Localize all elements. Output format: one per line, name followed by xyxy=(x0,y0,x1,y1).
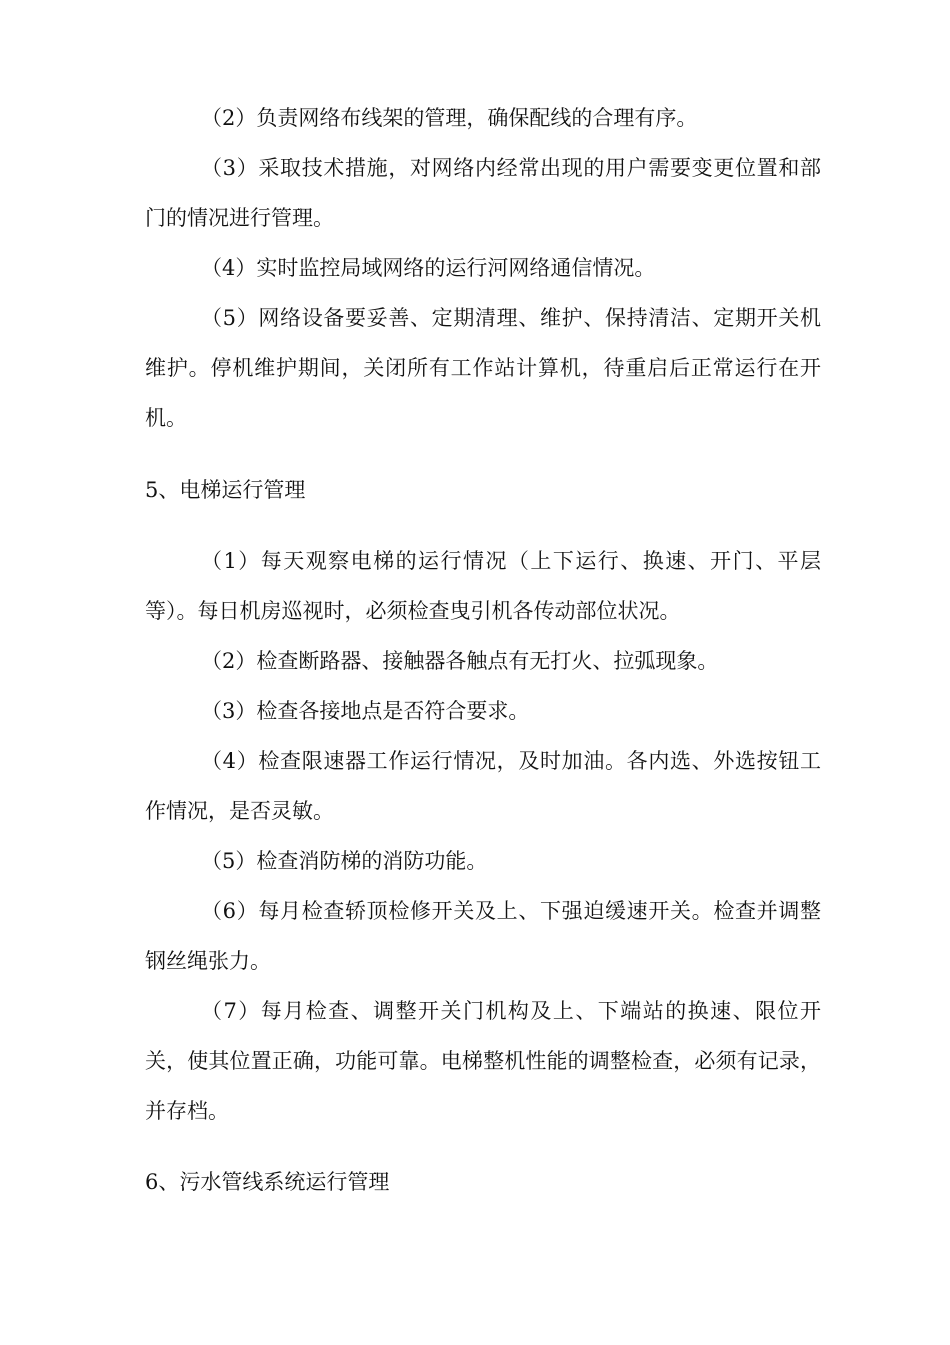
paragraph-network-cabling: （2）负责网络布线架的管理，确保配线的合理有序。 xyxy=(201,106,698,130)
paragraph-network-monitoring: （4）实时监控局域网络的运行河网络通信情况。 xyxy=(201,256,656,280)
paragraph-network-user-changes: （3）采取技术措施，对网络内经常出现的用户需要变更位置和部门的情况进行管理。 xyxy=(145,156,821,230)
section-heading-sewage: 6、污水管线系统运行管理 xyxy=(145,1170,390,1194)
paragraph-elevator-daily-check: （1）每天观察电梯的运行情况（上下运行、换速、开门、平层等）。每日机房巡视时，必须检查曳引机各传动部位状况。 xyxy=(145,549,821,623)
paragraph-elevator-governor: （4）检查限速器工作运行情况，及时加油。各内选、外选按钮工作情况，是否灵敏。 xyxy=(145,749,821,823)
paragraph-elevator-breakers: （2）检查断路器、接触器各触点有无打火、拉弧现象。 xyxy=(201,649,719,673)
paragraph-elevator-grounding: （3）检查各接地点是否符合要求。 xyxy=(201,699,530,723)
paragraph-network-maintenance: （5）网络设备要妥善、定期清理、维护、保持清洁、定期开关机维护。停机维护期间，关闭所有工作站计算机，待重启后正常运行在开机。 xyxy=(145,306,821,430)
paragraph-elevator-monthly-switches: （6）每月检查轿顶检修开关及上、下强迫缓速开关。检查并调整钢丝绳张力。 xyxy=(145,899,821,973)
section-heading-elevator: 5、电梯运行管理 xyxy=(145,478,306,502)
paragraph-elevator-door-mechanism: （7）每月检查、调整开关门机构及上、下端站的换速、限位开关，使其位置正确，功能可靠。电梯整机性能的调整检查，必须有记录，并存档。 xyxy=(145,999,821,1123)
paragraph-elevator-fire: （5）检查消防梯的消防功能。 xyxy=(201,849,488,873)
